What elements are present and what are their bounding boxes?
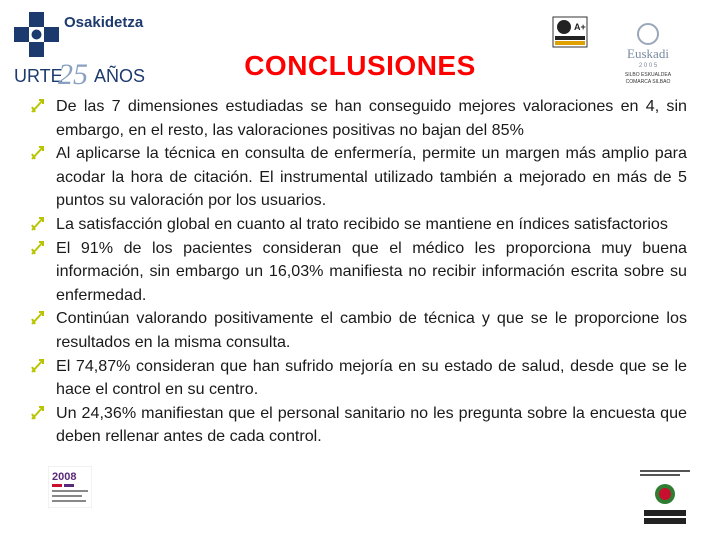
- list-item: Al aplicarse la técnica en consulta de enfermería, permite un margen más amplio para acodar la hora de citación. El instrumental utilizado también a mejorado en más de 5 puntos su valoración por los usuarios.: [30, 142, 687, 213]
- org-name: Osakidetza: [64, 14, 144, 31]
- conclusions-list: [30, 95, 687, 449]
- list-item: De las 7 dimensiones estudiadas se han conseguido mejores valoraciones en 4, sin embargo, en el resto, las valoraciones positivas no bajan del 85%: [30, 95, 687, 142]
- euskadi-logo: [612, 20, 684, 88]
- check-arrow-icon: [30, 358, 46, 374]
- svg-text:Euskadi: Euskadi: [627, 46, 669, 61]
- certification-badge-icon: [552, 16, 588, 48]
- check-arrow-icon: [30, 216, 46, 232]
- svg-text:25: 25: [58, 58, 88, 90]
- svg-text:AÑOS: AÑOS: [94, 66, 146, 86]
- svg-text:SILBO ESKUALDEA: SILBO ESKUALDEA: [624, 72, 672, 78]
- list-item: El 91% de los pacientes consideran que el médico les proporciona muy buena información, sin embargo un 16,03% manifiesta no recibir información escrita sobre su enfermedad.: [30, 237, 687, 308]
- list-item: Un 24,36% manifiestan que el personal sanitario no les pregunta sobre la encuesta que deben rellenar antes de cada control.: [30, 402, 687, 449]
- government-crest-logo: [636, 468, 694, 526]
- svg-text:2 0 0 5: 2 0 0 5: [638, 63, 658, 69]
- check-arrow-icon: [30, 310, 46, 326]
- svg-text:A+: A+: [574, 22, 586, 32]
- check-arrow-icon: [30, 240, 46, 256]
- check-arrow-icon: [30, 145, 46, 161]
- svg-text:URTE: URTE: [14, 66, 63, 86]
- list-item: El 74,87% consideran que han sufrido mejoría en su estado de salud, desde que se le hace el control en su centro.: [30, 355, 687, 402]
- svg-text:COMARCA SILBAO: COMARCA SILBAO: [625, 79, 671, 85]
- list-item: Continúan valorando positivamente el cambio de técnica y que se le proporcione los resultados en la misma consulta.: [30, 307, 687, 354]
- check-arrow-icon: [30, 98, 46, 114]
- list-item: La satisfacción global en cuanto al trato recibido se mantiene en índices satisfactorios: [30, 213, 687, 237]
- check-arrow-icon: [30, 405, 46, 421]
- svg-text:2008: 2008: [52, 471, 77, 483]
- page-title: CONCLUSIONES: [244, 50, 476, 81]
- event-logo: [48, 466, 92, 508]
